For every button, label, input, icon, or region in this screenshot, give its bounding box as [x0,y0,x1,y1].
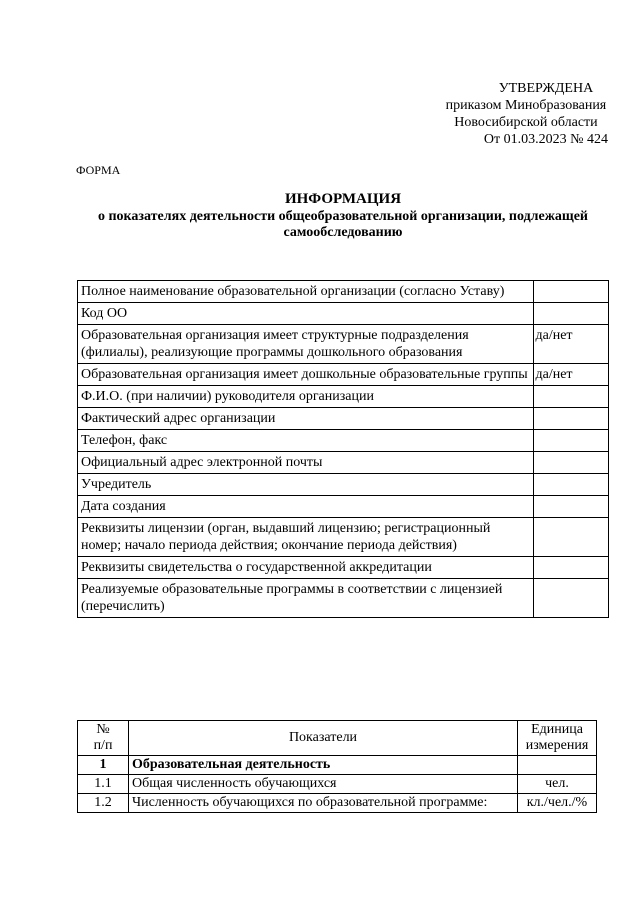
document-title [70,190,616,241]
table-header-row [78,721,597,756]
table-row [78,518,609,557]
title-main: ИНФОРМАЦИЯ [284,191,402,207]
indicator-name: Образовательная деятельность [129,756,518,775]
column-header-unit-line-2: измерения [525,738,589,753]
approval-order: приказом Минобразования [445,98,607,113]
indicator-number: 1.1 [78,775,129,794]
table-row [78,775,597,794]
info-value [533,452,609,474]
info-value [533,557,609,579]
table-row [78,386,609,408]
info-label: Код ОО [78,303,534,325]
info-value [533,496,609,518]
info-label: Реквизиты свидетельства о государственной аккредитации [78,557,534,579]
info-value [533,386,609,408]
info-value [533,430,609,452]
info-value: да/нет [533,325,609,364]
table-row [78,496,609,518]
column-header-number-line-1: № [96,722,110,737]
table-row [78,408,609,430]
column-header-number [78,721,129,756]
info-label: Фактический адрес организации [78,408,534,430]
indicator-unit: кл./чел./% [518,794,597,813]
info-label: Официальный адрес электронной почты [78,452,534,474]
info-label: Полное наименование образовательной организации (согласно Уставу) [78,281,534,303]
info-label: Образовательная организация имеет дошкольные образовательные группы [78,364,534,386]
table-row [78,557,609,579]
table-row [78,364,609,386]
info-label: Учредитель [78,474,534,496]
indicators-table [77,720,597,813]
info-value [533,579,609,618]
info-label: Телефон, факс [78,430,534,452]
table-row [78,281,609,303]
table-row [78,474,609,496]
approval-date: От 01.03.2023 № 424 [483,132,608,147]
organization-info-table [77,280,609,618]
table-row [78,756,597,775]
indicator-number: 1 [78,756,129,775]
title-line-1: о показателях деятельности общеобразовательной организации, подлежащей [97,209,588,224]
form-label: ФОРМА [76,163,121,177]
table-row [78,579,609,618]
indicator-name: Общая численность обучающихся [129,775,518,794]
info-value [533,303,609,325]
column-header-indicators: Показатели [129,721,518,756]
indicator-unit [518,756,597,775]
column-header-number-line-2: п/п [93,738,113,753]
approval-title: УТВЕРЖДЕНА [498,81,594,96]
title-line-2: самообследованию [283,225,403,240]
info-value: да/нет [533,364,609,386]
indicator-unit: чел. [518,775,597,794]
info-label: Образовательная организация имеет структурные подразделения (филиалы), реализующие программы дошкольного образования [78,325,534,364]
table-row [78,303,609,325]
table-row [78,452,609,474]
info-label: Реквизиты лицензии (орган, выдавший лицензию; регистрационный номер; начало периода действия; окончание периода действия) [78,518,534,557]
indicator-name: Численность обучающихся по образовательной программе: [129,794,518,813]
info-value [533,281,609,303]
table-row [78,325,609,364]
info-label: Ф.И.О. (при наличии) руководителя организации [78,386,534,408]
approval-region: Новосибирской области [454,115,598,130]
column-header-unit [518,721,597,756]
info-value [533,474,609,496]
table-row [78,794,597,813]
info-label: Дата создания [78,496,534,518]
info-label: Реализуемые образовательные программы в соответствии с лицензией (перечислить) [78,579,534,618]
approval-stamp [444,80,608,148]
indicator-number: 1.2 [78,794,129,813]
info-value [533,518,609,557]
table-row [78,430,609,452]
column-header-unit-line-1: Единица [531,722,583,737]
info-value [533,408,609,430]
